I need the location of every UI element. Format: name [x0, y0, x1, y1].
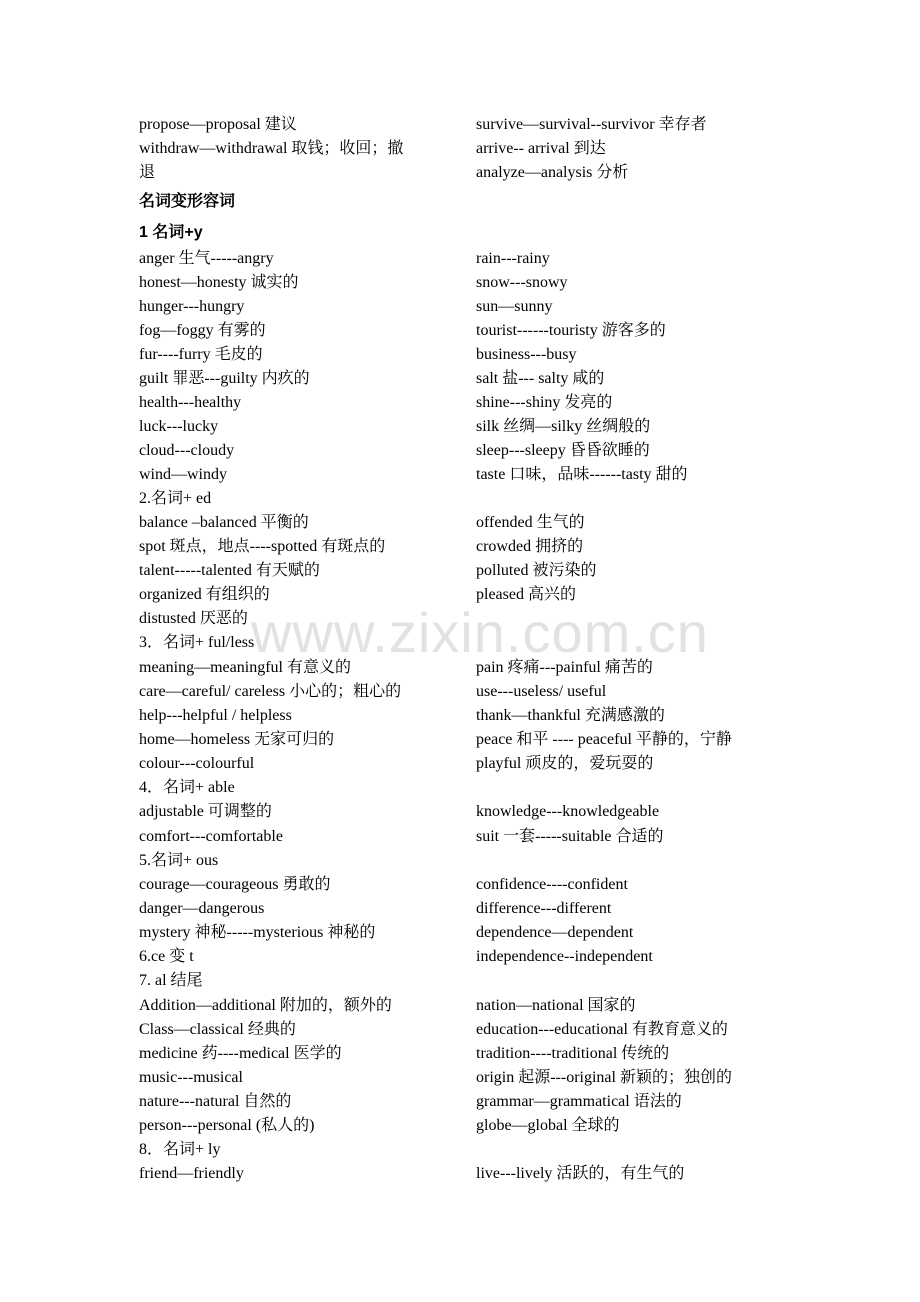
vocabulary-row	[0, 1042, 920, 1066]
right-entry: sleep---sleepy 昏昏欲睡的	[476, 442, 650, 459]
left-entry: music---musical	[139, 1069, 243, 1086]
left-entry: guilt 罪恶---guilty 内疚的	[139, 370, 310, 387]
vocabulary-row	[0, 391, 920, 415]
right-entry: education---educational 有教育意义的	[476, 1021, 728, 1038]
left-entry: honest—honesty 诚实的	[139, 274, 299, 291]
left-entry: balance –balanced 平衡的	[139, 514, 309, 531]
vocabulary-row	[0, 463, 920, 487]
left-entry: 3．名词+ ful/less	[139, 634, 255, 651]
right-entry: silk 丝绸—silky 丝绸般的	[476, 418, 651, 435]
right-entry: business---busy	[476, 346, 577, 363]
left-entry: cloud---cloudy	[139, 442, 235, 459]
right-entry: origin 起源---original 新颖的；独创的	[476, 1069, 732, 1086]
right-entry: peace 和平 ---- peaceful 平静的，宁静	[476, 731, 732, 748]
vocabulary-row	[0, 728, 920, 752]
vocabulary-row	[0, 247, 920, 271]
right-entry: independence--independent	[476, 948, 653, 965]
left-entry: 退	[139, 164, 156, 181]
section-heading-row	[0, 221, 920, 245]
left-entry: propose—proposal 建议	[139, 116, 297, 133]
right-entry: offended 生气的	[476, 514, 585, 531]
vocabulary-row	[0, 535, 920, 559]
right-entry: arrive-- arrival 到达	[476, 140, 606, 157]
left-entry: 7. al 结尾	[139, 972, 203, 989]
vocabulary-row	[0, 343, 920, 367]
left-entry: medicine 药----medical 医学的	[139, 1045, 342, 1062]
left-entry: Class—classical 经典的	[139, 1021, 296, 1038]
vocabulary-row	[0, 559, 920, 583]
vocabulary-row	[0, 271, 920, 295]
right-entry: crowded 拥挤的	[476, 538, 584, 555]
vocabulary-row	[0, 161, 920, 185]
left-entry: colour---colourful	[139, 755, 255, 772]
left-entry: organized 有组织的	[139, 586, 270, 603]
right-entry: dependence—dependent	[476, 924, 634, 941]
right-entry: taste 口味，品味------tasty 甜的	[476, 466, 688, 483]
left-entry: 4．名词+ able	[139, 779, 235, 796]
left-entry: home—homeless 无家可归的	[139, 731, 335, 748]
left-entry: 2.名词+ ed	[139, 490, 212, 507]
left-entry: danger—dangerous	[139, 900, 265, 917]
right-entry: shine---shiny 发亮的	[476, 394, 613, 411]
left-entry: comfort---comfortable	[139, 828, 283, 845]
vocabulary-row	[0, 583, 920, 607]
vocabulary-row	[0, 849, 920, 873]
vocabulary-row	[0, 1090, 920, 1114]
left-entry: hunger---hungry	[139, 298, 245, 315]
left-entry: Addition—additional 附加的，额外的	[139, 997, 392, 1014]
vocabulary-row	[0, 1162, 920, 1186]
vocabulary-row	[0, 1018, 920, 1042]
right-entry: nation—national 国家的	[476, 997, 636, 1014]
left-entry: person---personal (私人的)	[139, 1117, 315, 1134]
vocabulary-row	[0, 607, 920, 631]
right-entry: tourist------touristy 游客多的	[476, 322, 666, 339]
vocabulary-row	[0, 415, 920, 439]
section-heading-row	[0, 190, 920, 214]
right-entry: thank—thankful 充满感激的	[476, 707, 665, 724]
vocabulary-row	[0, 1114, 920, 1138]
vocabulary-row	[0, 137, 920, 161]
right-entry: rain---rainy	[476, 250, 550, 267]
vocabulary-row	[0, 367, 920, 391]
right-entry: snow---snowy	[476, 274, 568, 291]
vocabulary-row	[0, 680, 920, 704]
vocabulary-row	[0, 994, 920, 1018]
right-entry: playful 顽皮的，爱玩耍的	[476, 755, 654, 772]
section-heading: 名词变形容词	[139, 193, 236, 210]
left-entry: 5.名词+ ous	[139, 852, 219, 869]
right-entry: salt 盐--- salty 咸的	[476, 370, 605, 387]
vocabulary-row	[0, 113, 920, 137]
left-entry: mystery 神秘-----mysterious 神秘的	[139, 924, 376, 941]
vocabulary-row	[0, 969, 920, 993]
vocabulary-row	[0, 921, 920, 945]
vocabulary-row	[0, 873, 920, 897]
left-entry: spot 斑点，地点----spotted 有斑点的	[139, 538, 386, 555]
right-entry: grammar—grammatical 语法的	[476, 1093, 682, 1110]
right-entry: knowledge---knowledgeable	[476, 803, 660, 820]
right-entry: globe—global 全球的	[476, 1117, 620, 1134]
right-entry: sun—sunny	[476, 298, 553, 315]
watermark: www.zixin.com.cn	[251, 601, 709, 664]
right-entry: pleased 高兴的	[476, 586, 576, 603]
right-entry: analyze—analysis 分析	[476, 164, 629, 181]
left-entry: nature---natural 自然的	[139, 1093, 292, 1110]
vocabulary-row	[0, 631, 920, 655]
left-entry: fur----furry 毛皮的	[139, 346, 263, 363]
vocabulary-row	[0, 704, 920, 728]
right-entry: pain 疼痛---painful 痛苦的	[476, 659, 653, 676]
left-entry: adjustable 可调整的	[139, 803, 272, 820]
left-entry: friend—friendly	[139, 1165, 244, 1182]
right-entry: difference---different	[476, 900, 612, 917]
vocabulary-row	[0, 295, 920, 319]
vocabulary-row	[0, 945, 920, 969]
left-entry: wind—windy	[139, 466, 227, 483]
vocabulary-row	[0, 825, 920, 849]
vocabulary-row	[0, 319, 920, 343]
left-entry: anger 生气-----angry	[139, 250, 274, 267]
left-entry: health---healthy	[139, 394, 242, 411]
right-entry: survive—survival--survivor 幸存者	[476, 116, 707, 133]
left-entry: care—careful/ careless 小心的；粗心的	[139, 683, 402, 700]
left-entry: help---helpful / helpless	[139, 707, 292, 724]
right-entry: confidence----confident	[476, 876, 628, 893]
vocabulary-row	[0, 656, 920, 680]
left-entry: 8．名词+ ly	[139, 1141, 221, 1158]
left-entry: meaning—meaningful 有意义的	[139, 659, 351, 676]
right-entry: live---lively 活跃的，有生气的	[476, 1165, 685, 1182]
vocabulary-row	[0, 1138, 920, 1162]
vocabulary-row	[0, 511, 920, 535]
left-entry: distusted 厌恶的	[139, 610, 248, 627]
vocabulary-row	[0, 752, 920, 776]
left-entry: courage—courageous 勇敢的	[139, 876, 331, 893]
vocabulary-row	[0, 487, 920, 511]
left-entry: 6.ce 变 t	[139, 948, 194, 965]
left-entry: luck---lucky	[139, 418, 219, 435]
vocabulary-row	[0, 897, 920, 921]
right-entry: tradition----traditional 传统的	[476, 1045, 670, 1062]
vocabulary-row	[0, 439, 920, 463]
vocabulary-row	[0, 776, 920, 800]
section-heading: 1 名词+y	[139, 224, 203, 241]
left-entry: talent-----talented 有天赋的	[139, 562, 320, 579]
vocabulary-row	[0, 800, 920, 824]
right-entry: use---useless/ useful	[476, 683, 607, 700]
right-entry: suit 一套-----suitable 合适的	[476, 828, 664, 845]
left-entry: withdraw—withdrawal 取钱；收回；撤	[139, 140, 404, 157]
left-entry: fog—foggy 有雾的	[139, 322, 266, 339]
right-entry: polluted 被污染的	[476, 562, 597, 579]
vocabulary-row	[0, 1066, 920, 1090]
